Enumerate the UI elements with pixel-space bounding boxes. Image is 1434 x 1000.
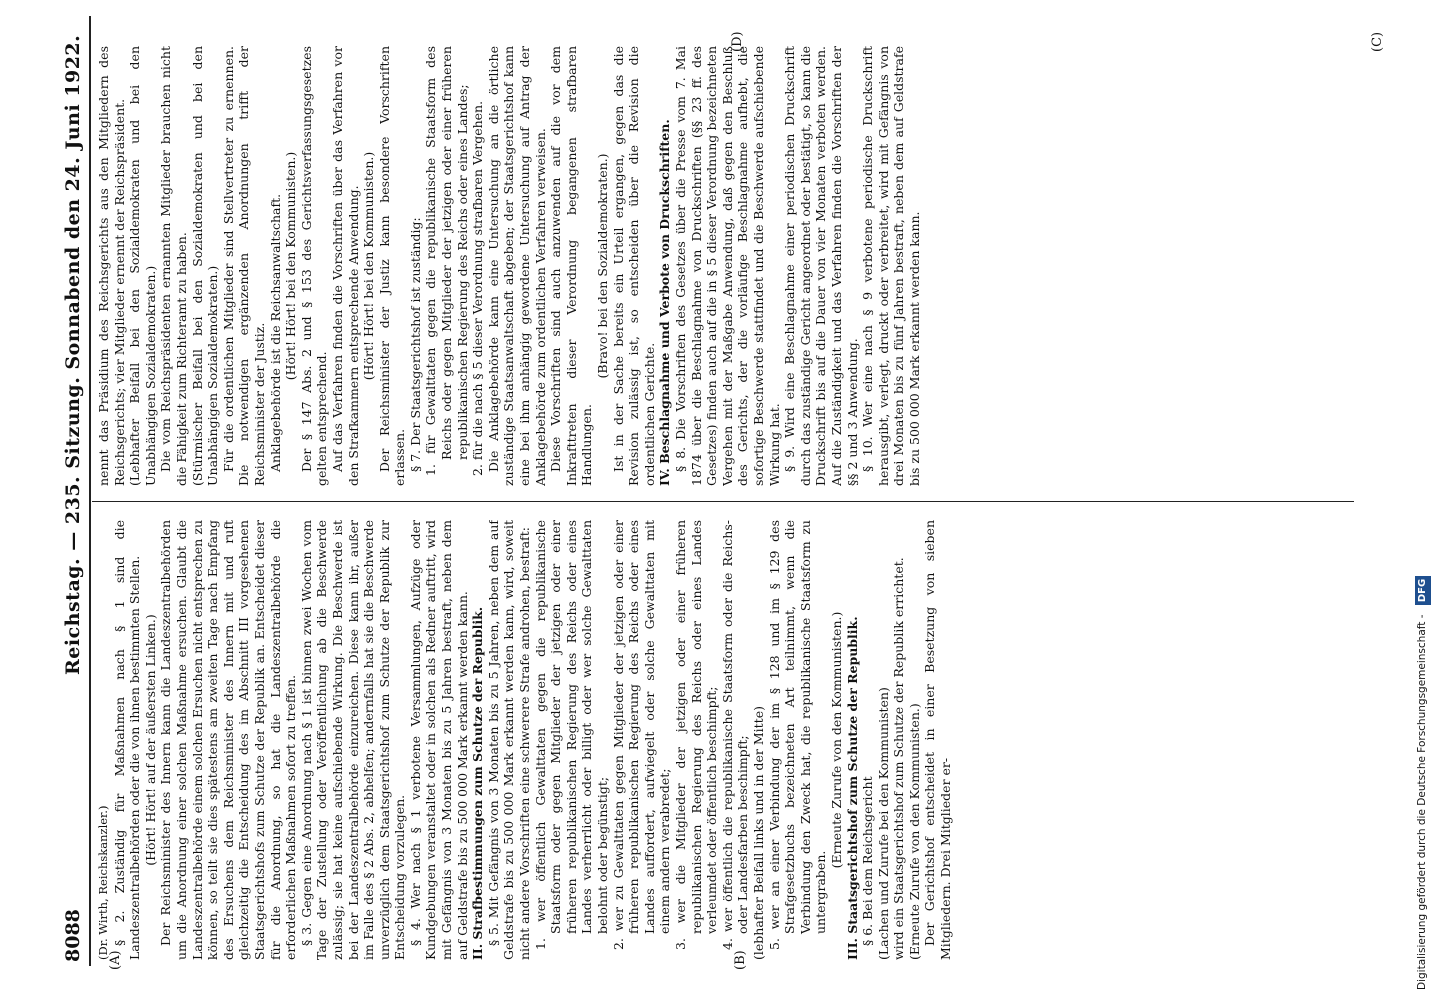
interjection: (Erneute Zurufe von den Kommunisten.) (906, 703, 922, 960)
list-item: 1. für Gewalttaten gegen die republikanische Staatsform des Reichs oder gegen Mitglieder der jetzigen oder einer früheren republikanischen Regierung des Reichs oder eines Landes; (423, 46, 470, 476)
section-heading: III. Staatsgerichtshof zum Schutze der Republik. (844, 616, 860, 960)
running-title: Reichstag. — 235. Sitzung. Sonnabend den 24. Juni 1922. (62, 34, 84, 675)
paragraph: § 2. Zuständig für Maßnahmen nach § 1 sind die Landeszentralbehörden oder die von ihnen bestimmten Stellen. (111, 520, 143, 960)
speaker-label: (Dr. Wirth, Reichskanzler.) (96, 805, 110, 960)
list-item: 3. wer die Mitglieder der jetzigen oder einer früheren republikanischen Regierung des Reichs oder eines Landes verleumdet oder öffentlich beschimpft; (672, 520, 720, 950)
paragraph: nennt das Präsidium des Reichsgerichts aus den Mitgliedern des Reichsgerichts; vier Mitglieder ernennt der Reichspräsident. (96, 46, 127, 486)
interjection: (Hört! Hört! auf der äußersten Linken.) (142, 614, 158, 866)
header-rule (89, 16, 91, 966)
list-item: 1. wer öffentlich Gewalttaten gegen die republikanische Staatsform oder gegen Mitglieder der jetzigen oder einer früheren republikanischen Regierung des Reichs oder eines Landes verherrlicht oder billigt oder wer solche Gewalttaten belohnt oder begünstigt; (532, 520, 610, 950)
paragraph: Anklagebehörde ist die Reichsanwaltschaft. (267, 193, 283, 472)
margin-mark-a: (A) (108, 950, 123, 970)
paragraph: § 10. Wer eine nach § 9 verbotene periodische Druckschrift herausgibt, verlegt, druckt oder verbreitet, wird mit Gefängnis von drei Monaten bis zu fünf Jahren bestraft, neben dem auf Geldstrafe bis zu 500 000 Mark erkannt werden kann. (860, 46, 922, 486)
section-heading: II. Strafbestimmungen zum Schutze der Republik. (470, 606, 486, 960)
digitization-note (1414, 10, 1430, 990)
digitization-text: Digitalisierung gefördert durch die Deutsche Forschungsgemeinschaft - (1416, 614, 1428, 990)
paragraph: Auf das Verfahren finden die Vorschriften über das Verfahren vor den Strafkammern entsprechende Anwendung. (329, 46, 361, 486)
list-item: 4. wer öffentlich die republikanische Staatsform oder die Reichs- oder Landesfarben beschimpft; (719, 520, 751, 950)
paragraph: Der Gerichtshof entscheidet in einer Besetzung von sieben Mitgliedern. Drei Mitglieder er- (922, 520, 954, 960)
list-item: 2. wer zu Gewalttaten gegen Mitglieder der jetzigen oder einer früheren republikanischen Regierung des Reichs oder eines Landes auffordert, aufwiegelt oder solche Gewalttaten mit einem andern verabredet; (610, 520, 673, 950)
dfg-logo: DFG (1415, 576, 1431, 605)
interjection: (Stürmischer Beifall bei den Sozialdemokraten und bei den Unabhängigen Sozialdemokraten.) (189, 46, 221, 486)
paragraph: § 5. Mit Gefängnis von 3 Monaten bis zu 5 Jahren, neben dem auf Geldstrafe bis zu 500 000 Mark erkannt werden kann, wird, soweit nicht andere Vorschriften eine schwerere Strafe androhen, bestraft: (485, 520, 533, 960)
paragraph: Die vom Reichspräsidenten ernannten Mitglieder brauchen nicht die Fähigkeit zum Richteramt zu haben. (158, 46, 189, 486)
interjection: (Hört! Hört! bei den Kommunisten.) (361, 151, 377, 381)
right-column (96, 46, 1351, 486)
list-item: 2. für die nach § 5 dieser Verordnung strafbaren Vergehen. (470, 100, 486, 476)
paragraph: Der Reichsminister des Innern kann die Landeszentralbehörden um die Anordnung einer solchen Maßnahme ersuchen. Glaubt die Landeszentralbehörde einem solchen Ersuchen nicht entsprechen zu können, so teilt sie dies spätestens am zweiten Tage nach Empfang des Ersuchens dem Reichsminister des Innern mit und ruft gleichzeitig die Entscheidung des im Abschnitt III vorgesehenen Staatsgerichtshofs zum Schutze der Republik an. Entscheidet dieser für die Anordnung, so hat die Landeszentralbehörde die erforderlichen Maßnahmen sofort zu treffen. (158, 520, 299, 960)
page-number: 8088 (62, 909, 84, 962)
interjection: (Lachen und Zurufe bei den Kommunisten) (875, 687, 891, 960)
paragraph: § 6. Bei dem Reichsgericht (860, 776, 876, 946)
column-divider (92, 501, 1354, 502)
paragraph: § 4. Wer nach § 1 verbotene Versammlungen, Aufzüge oder Kundgebungen veranstaltet oder in solchen als Redner auftritt, wird mit Gefängnis von 3 Monaten bis zu 5 Jahren bestraft, neben dem auf Geldstrafe bis zu 500 000 Mark erkannt werden kann. (407, 520, 470, 960)
paragraph: Für die ordentlichen Mitglieder sind Stellvertreter zu ernennen. Die notwendigen ergänzenden Anordnungen trifft der Reichsminister der Justiz. (220, 46, 267, 486)
section-heading: IV. Beschlagnahme und Verbote von Druckschriften. (657, 119, 673, 486)
margin-mark-c: (C) (1370, 31, 1385, 52)
paragraph: § 8. Die Vorschriften des Gesetzes über die Presse vom 7. Mai 1874 über die Beschlagnahme von Druckschriften (§§ 23 ff. des Gesetzes) finden auch auf die in § 5 dieser Verordnung bezeichneten Vergehen mit der Maßgabe Anwendung, daß gegen den Beschluß des Gerichts, der die vorläufige Beschlagnahme aufhebt, die sofortige Beschwerde stattfindet und die Beschwerde aufschiebende Wirkung hat. (672, 46, 782, 486)
paragraph: Die Anklagebehörde kann eine Untersuchung an die örtliche zuständige Staatsanwaltschaft abgeben; der Staatsgerichtshof kann eine bei ihm anhängig gewordene Untersuchung auf Antrag der Anklagebehörde zum ordentlichen Verfahren verweisen. (485, 46, 548, 486)
interjection: (lebhafter Beifall links und in der Mitte) (750, 706, 766, 960)
interjection: (Bravo! bei den Sozialdemokraten.) (595, 153, 610, 379)
left-column (96, 520, 1351, 960)
margin-mark-b: (B) (733, 950, 748, 970)
interjection: (Lebhafter Beifall bei den Sozialdemokraten und bei den Unabhängigen Sozialdemokraten.) (127, 46, 158, 486)
paragraph: Diese Vorschriften sind auch anzuwenden auf die vor dem Inkrafttreten dieser Verordnung begangenen strafbaren Handlungen. (548, 46, 595, 486)
paragraph: wird ein Staatsgerichtshof zum Schutze der Republik errichtet. (891, 557, 907, 960)
page-header (60, 0, 88, 1000)
interjection: (Erneute Zurufe von den Kommunisten.) (828, 611, 844, 869)
paragraph: § 9. Wird eine Beschlagnahme einer periodischen Druckschrift durch das zuständige Gericht angeordnet oder bestätigt, so kann die Druckschrift bis auf die Dauer von vier Monaten verboten werden. Auf die Zuständigkeit und das Verfahren finden die Vorschriften der §§ 2 und 3 Anwendung. (782, 46, 860, 486)
paragraph: Der Reichsminister der Justiz kann besondere Vorschriften erlassen. (376, 46, 408, 486)
list-item: 5. wer an einer Verbindung der im § 128 und im § 129 des Strafgesetzbuchs bezeichneten Art teilnimmt, wenn die Verbindung den Zweck hat, die republikanische Staatsform zu untergraben. (766, 520, 829, 950)
paragraph: § 3. Gegen eine Anordnung nach § 1 ist binnen zwei Wochen vom Tage der Zustellung oder Veröffentlichung ab die Beschwerde zulässig; sie hat keine aufschiebende Wirkung. Die Beschwerde ist bei der Landeszentralbehörde einzureichen. Diese kann ihr, außer im Falle des § 2 Abs. 2, abhelfen; andernfalls hat sie die Beschwerde unverzüglich dem Staatsgerichtshof zum Schutze der Republik zur Entscheidung vorzulegen. (298, 520, 408, 960)
interjection: (Hört! Hört! bei den Kommunisten.) (283, 151, 299, 381)
paragraph: Der § 147 Abs. 2 und § 153 des Gerichtsverfassungsgesetzes gelten entsprechend. (298, 46, 330, 486)
paragraph: Ist in der Sache bereits ein Urteil ergangen, gegen das die Revision zulässig ist, so entscheiden über die Revision die ordentlichen Gerichte. (610, 46, 657, 486)
margin-mark-d: (D) (730, 31, 745, 52)
paragraph: § 7. Der Staatsgerichtshof ist zuständig: (407, 217, 423, 472)
